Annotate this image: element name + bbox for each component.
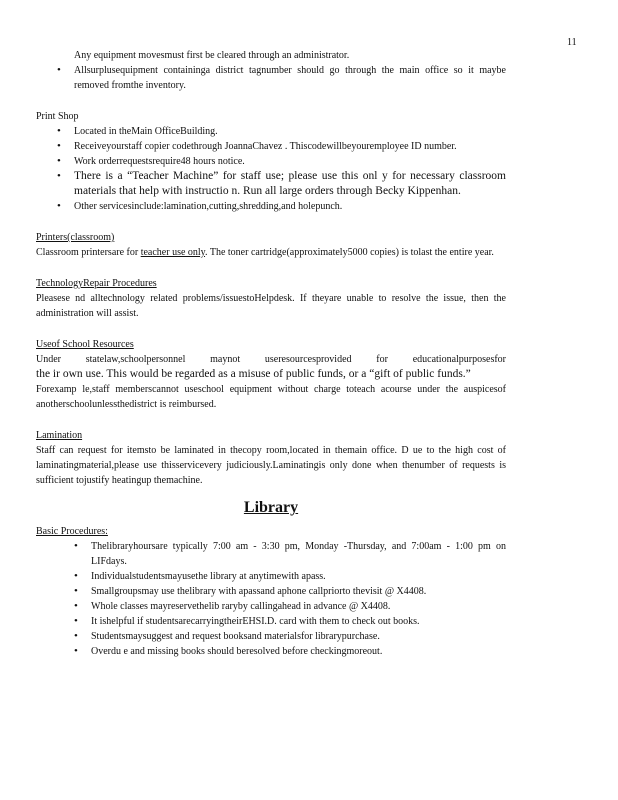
list-item: • Thelibraryhoursare typically 7:00 am - 3:30 pm, Monday -Thursday, and 7:00am - 1:00 pm on LIFdays.: [91, 539, 506, 569]
school-resources-line2: the ir own use. This would be regarded as a misuse of public funds, or a “gift of public funds.”: [36, 368, 471, 380]
tech-repair-text: Pleasese nd alltechnology related problems/issuestoHelpdesk. If theyare unable to resolve the issue, then the administration will assist.: [36, 293, 506, 319]
printers-heading: Printers(classroom): [36, 232, 115, 243]
list-item: • Overdu e and missing books should beresolved before checkingmoreout.: [91, 644, 506, 659]
lamination-text: Staff can request for itemsto be laminated in thecopy room,located in themain office. D ue to the high cost of laminatingmaterial,please use thisservicevery judiciously.Laminatingis only done when thenumber of requests is sufficient tojustify heatingup themachine.: [36, 445, 506, 486]
list-item: • Located in theMain OfficeBuilding.: [74, 124, 506, 139]
list-item: • It ishelpful if studentsarecarryingtheirEHSI.D. card with them to check out books.: [91, 614, 506, 629]
lamination-heading: Lamination: [36, 430, 83, 441]
school-resources-line3: Forexamp le,staff memberscannot useschool equipment without charge toteach acourse under the auspicesof anotherschoolunlessthedistrict is reimbursed.: [36, 384, 506, 410]
school-resources-heading: Useof School Resources: [36, 339, 134, 350]
library-procedures-list: [36, 539, 506, 659]
school-resources-line1: Under statelaw,schoolpersonnel maynot useresourcesprovided for educationalpurposesfor: [36, 354, 506, 365]
equipment-list: [36, 63, 506, 93]
printers-text-underlined: teacher use only: [140, 247, 206, 258]
print-shop-heading: Print Shop: [36, 111, 79, 122]
printers-text-b: . The toner cartridge(approximately5000 copies) is tolast the entire year.: [205, 247, 494, 258]
library-title: Library: [243, 499, 299, 516]
list-item: • Work orderrequestsrequire48 hours notice.: [74, 154, 506, 169]
list-item: • Allsurplusequipment containinga district tagnumber should go through the main office so it maybe removed fromthe inventory.: [74, 63, 506, 93]
basic-procedures-heading: Basic Procedures:: [36, 526, 108, 537]
list-item: • Individualstudentsmayusethe library at anytimewith apass.: [91, 569, 506, 584]
print-shop-list: [36, 124, 506, 214]
list-item: • Other servicesinclude:lamination,cutting,shredding,and holepunch.: [74, 199, 506, 214]
printers-text-a: Classroom printersare for: [36, 247, 141, 258]
list-item: • Receiveyourstaff copier codethrough JoannaChavez . Thiscodewillbeyouremployee ID number.: [74, 139, 506, 154]
list-item: • Studentsmaysuggest and request booksand materialsfor librarypurchase.: [91, 629, 506, 644]
list-item: • Whole classes mayreservethelib raryby callingahead in advance @ X4408.: [91, 599, 506, 614]
list-item: • There is a “Teacher Machine” for staff use; please use this onl y for necessary classroom materials that help with instructio n. Run all large orders through Becky Kippenhan.: [74, 169, 506, 199]
page-number: 11: [567, 37, 577, 48]
tech-repair-heading: TechnologyRepair Procedures: [36, 278, 157, 289]
document-body: [36, 48, 506, 659]
list-item: • Smallgroupsmay use thelibrary with apassand aphone callpriorto thevisit @ X4408.: [91, 584, 506, 599]
printers-text: [36, 245, 506, 260]
equipment-continuation: Any equipment movesmust first be cleared through an administrator.: [74, 50, 350, 61]
